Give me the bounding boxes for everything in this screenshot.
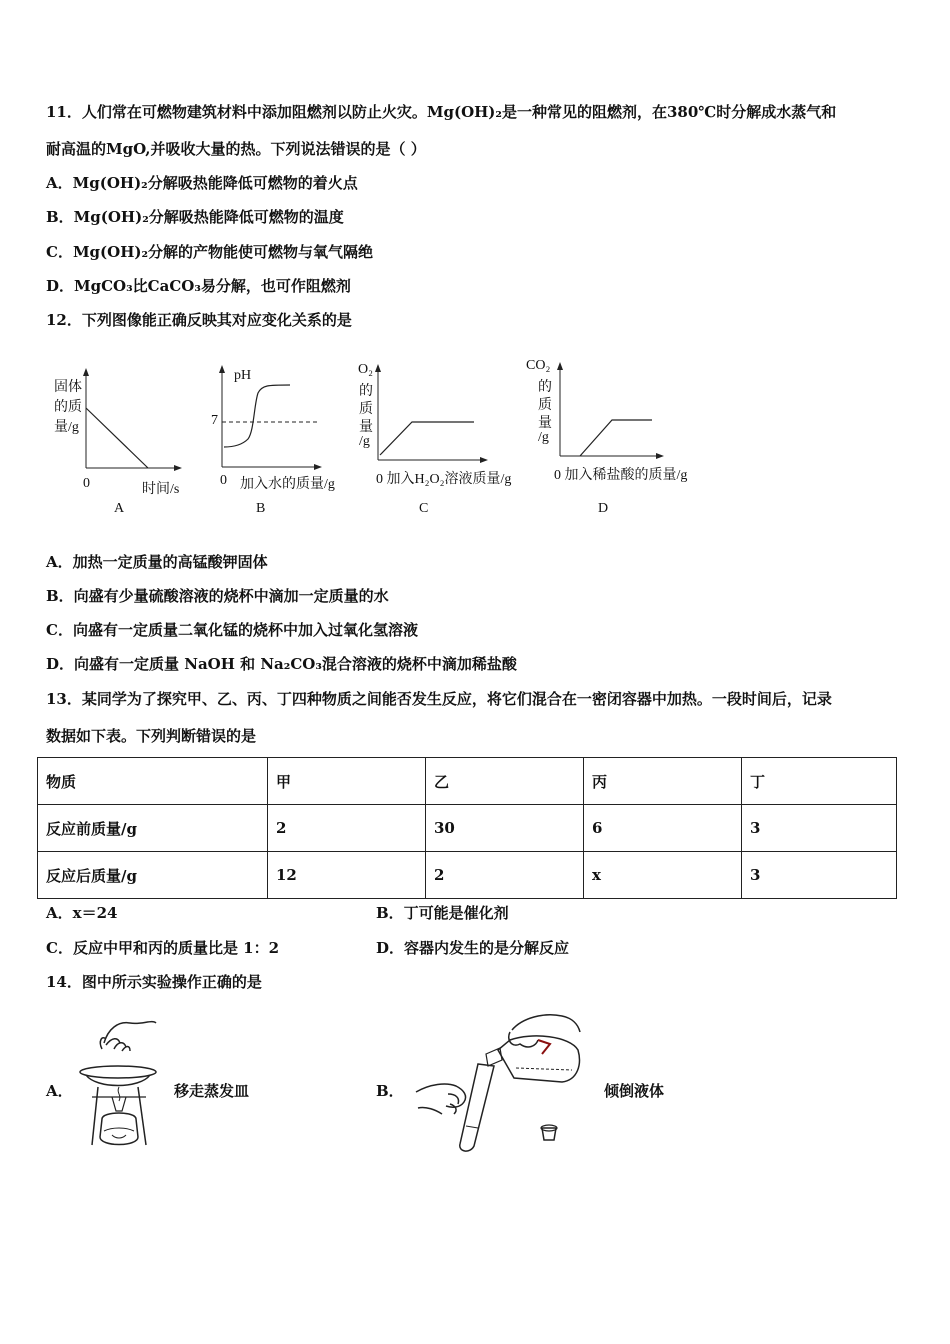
q12-stem: 12．下列图像能正确反映其对应变化关系的是 [46,311,352,329]
graph-a-y-arrow [83,368,89,376]
table-cell: 3 [742,805,897,852]
graph-c-curve [380,422,474,455]
table-header-cell: 甲 [268,758,426,805]
graph-c-y-arrow [375,364,381,372]
q13-option-c: C．反应中甲和丙的质量比是 1：2 [46,939,280,957]
q14-option-a-label: 移走蒸发皿 [174,1082,250,1100]
q14-option-b-letter: B． [376,1082,404,1100]
graph-d [526,358,706,520]
graph-d-ylabel-5: /g [538,430,549,445]
table-row [38,805,897,852]
q13-option-b: B．丁可能是催化剂 [376,904,509,922]
q11-option-a: A．Mg(OH)₂分解吸热能降低可燃物的着火点 [46,174,358,192]
q13-stem-line2: 数据如下表。下列判断错误的是 [46,727,257,745]
graph-b-xlabel: 加入水的质量/g [240,477,335,492]
graph-b-x-arrow [314,464,322,470]
q12-option-c: C．向盛有一定质量二氧化锰的烧杯中加入过氧化氢溶液 [46,621,418,639]
table-header-cell: 乙 [426,758,584,805]
graph-c-xlabel: 0 加入H₂O₂溶液质量/g [376,472,512,487]
evaporating-dish-illustration [72,1015,172,1160]
graph-d-svg [526,358,706,508]
graph-d-x-arrow [656,453,664,459]
table-cell: 反应后质量/g [38,852,268,899]
graph-d-ylabel-1: CO₂ [526,358,551,373]
graph-b-caption: B [256,501,266,516]
graph-d-caption: D [598,501,609,516]
q14-option-b-label: 倾倒液体 [604,1082,665,1100]
graph-b [210,365,360,520]
graph-d-ylabel-3: 质 [538,398,552,413]
q11-option-b: B．Mg(OH)₂分解吸热能降低可燃物的温度 [46,208,344,226]
q11-stem-line1: 11．人们常在可燃物建筑材料中添加阻燃剂以防止火灾。Mg(OH)₂是一种常见的阻燃剂，在380℃时分解成水蒸气和 [46,103,837,121]
q14-stem: 14．图中所示实验操作正确的是 [46,973,262,991]
q13-option-d: D．容器内发生的是分解反应 [376,939,570,957]
graph-a-x-arrow [174,465,182,471]
graph-c-svg [356,362,526,512]
graph-a-caption: A [114,501,125,516]
graph-b-ref-label: 7 [211,413,218,428]
pouring-liquid-illustration [412,1010,592,1155]
q13-option-a: A．x＝24 [46,904,118,922]
table-header-cell: 丁 [742,758,897,805]
pouring-liquid-svg [412,1010,592,1155]
table-cell: 2 [268,805,426,852]
table-cell: 2 [426,852,584,899]
q11-option-c: C．Mg(OH)₂分解的产物能使可燃物与氧气隔绝 [46,243,374,261]
q12-option-d: D．向盛有一定质量 NaOH 和 Na₂CO₃混合溶液的烧杯中滴加稀盐酸 [46,655,517,673]
evaporating-dish-svg [72,1015,172,1160]
graph-c [356,362,526,520]
graph-c-caption: C [419,501,429,516]
graph-d-curve [580,420,652,456]
graph-d-ylabel-2: 的 [538,380,552,395]
table-cell: x [584,852,742,899]
q13-stem-line1: 13．某同学为了探究甲、乙、丙、丁四种物质之间能否发生反应，将它们混合在一密闭容器中加热。一段时间后，记录 [46,690,832,708]
graph-b-origin: 0 [220,473,227,488]
graph-c-ylabel-1: O₂ [358,362,373,377]
table-cell: 3 [742,852,897,899]
graph-d-ylabel-4: 量 [538,416,552,431]
graph-a-ylabel-2: 的质 [54,400,82,415]
q12-option-b: B．向盛有少量硫酸溶液的烧杯中滴加一定质量的水 [46,587,389,605]
q11-stem-line2: 耐高温的MgO,并吸收大量的热。下列说法错误的是（ ） [46,140,426,158]
graph-a-ylabel-1: 固体 [54,380,82,395]
q13-data-table [37,757,897,899]
table-cell: 6 [584,805,742,852]
graph-a-ylabel-3: 量/g [54,420,79,435]
graph-c-x-arrow [480,457,488,463]
graph-a-origin: 0 [83,476,90,491]
graph-c-ylabel-2: 的 [359,384,373,399]
table-header-cell: 物质 [38,758,268,805]
q14-option-a-letter: A． [46,1082,73,1100]
q12-option-a: A．加热一定质量的高锰酸钾固体 [46,553,268,571]
graph-b-curve [224,385,290,447]
q11-option-d: D．MgCO₃比CaCO₃易分解，也可作阻燃剂 [46,277,351,295]
table-header-row [38,758,897,805]
table-header-cell: 丙 [584,758,742,805]
graph-b-ylabel: pH [234,368,252,383]
table-cell: 12 [268,852,426,899]
graph-b-y-arrow [219,365,225,373]
table-cell: 30 [426,805,584,852]
graph-c-ylabel-4: 量 [359,420,373,435]
graph-a-curve [86,408,148,468]
graph-d-xlabel: 0 加入稀盐酸的质量/g [554,468,688,483]
table-row [38,852,897,899]
graph-c-ylabel-3: 质 [359,402,373,417]
graph-a [50,368,200,518]
graph-a-xlabel: 时间/s [142,482,180,497]
graph-c-ylabel-5: /g [359,434,370,449]
graph-d-y-arrow [557,362,563,370]
table-cell: 反应前质量/g [38,805,268,852]
